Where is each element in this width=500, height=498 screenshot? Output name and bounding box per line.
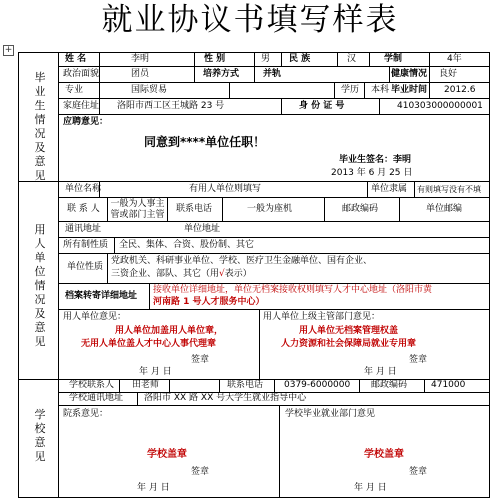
opinion-text[interactable]: 同意到****单位任职！	[144, 135, 266, 149]
label-char: 位	[34, 265, 46, 278]
phone-value[interactable]: 一般为座机	[247, 204, 293, 214]
col-line	[167, 197, 168, 221]
nature-line-1[interactable]: 党政机关、科研事业单位、学校、医疗卫生金融单位、国有企业、	[111, 256, 373, 266]
contact-value[interactable]: 一般为人事主管或部门主管	[110, 199, 165, 220]
college-date: 年 月 日	[137, 483, 170, 493]
page-title: 就业协议书填写样表	[101, 2, 399, 38]
graduate-section-label	[33, 71, 47, 183]
row-line	[58, 98, 489, 99]
office-date: 年 月 日	[354, 483, 387, 493]
unit-name-value[interactable]: 有用人单位则填写	[189, 184, 262, 194]
col-line	[219, 379, 220, 392]
mail-value[interactable]: 单位地址	[184, 224, 221, 234]
col-line	[274, 379, 275, 392]
label-char: 况	[34, 127, 46, 140]
col-line	[137, 392, 138, 405]
school-contact-label: 学校联系人	[69, 380, 115, 390]
affiliation-value[interactable]: 有则填写没有不填	[417, 185, 481, 194]
school-phone-label: 联系电话	[227, 380, 264, 390]
archive-line-1[interactable]: 接收单位详细地址，单位无档案接收权则填写人才中心地址（洛阳市黄	[153, 285, 433, 295]
training-value[interactable]: 并轨	[263, 69, 282, 79]
id-value[interactable]: 410303000000001	[397, 101, 483, 111]
label-char: 毕	[34, 71, 46, 84]
col-line	[429, 53, 430, 98]
label-char: 意	[34, 321, 46, 334]
ethnicity-value[interactable]: 汉	[347, 54, 357, 64]
label-char: 意	[34, 436, 46, 449]
col-line	[399, 197, 400, 221]
col-line	[379, 98, 380, 114]
col-line	[107, 253, 108, 283]
ownership-value[interactable]: 全民、集体、合资、股份制、其它	[119, 240, 255, 250]
graduate-date: 2013 年 6 月 25 日	[331, 168, 413, 178]
col-line	[107, 197, 108, 221]
postcode-label: 邮政编码	[342, 204, 379, 214]
training-label: 培养方式	[203, 69, 240, 79]
col-line	[334, 82, 335, 98]
col-line	[194, 53, 195, 82]
unit-seal-label: 签章	[191, 355, 210, 365]
label-char: 情	[34, 279, 46, 292]
label-char: 用	[34, 223, 46, 236]
col-line	[149, 283, 150, 309]
phone-label: 联系电话	[176, 204, 213, 214]
label-char: 生	[34, 99, 46, 112]
superior-seal-label: 签章	[409, 355, 428, 365]
label-char: 单	[34, 251, 46, 264]
gender-label: 性 别	[204, 54, 226, 64]
name-label: 姓 名	[65, 54, 87, 64]
system-value[interactable]: 4年	[447, 54, 462, 64]
row-line	[58, 237, 489, 238]
label-char: 意	[34, 155, 46, 168]
mail-label: 通讯地址	[65, 224, 102, 234]
row-line	[58, 309, 489, 310]
system-label: 学制	[384, 54, 403, 64]
section-divider	[58, 53, 59, 497]
row-line	[58, 405, 489, 406]
major-label: 专业	[65, 85, 84, 95]
label-char: 见	[34, 169, 46, 182]
col-line	[279, 405, 280, 497]
col-line	[222, 197, 223, 221]
school-postcode-label: 邮政编码	[371, 380, 408, 390]
label-char: 情	[34, 113, 46, 126]
row-line	[58, 197, 489, 198]
graduate-signature[interactable]: 毕业生签名：李明	[339, 155, 412, 165]
col-line	[259, 309, 260, 379]
col-line	[229, 82, 230, 98]
col-line	[169, 379, 170, 392]
col-line	[281, 98, 282, 114]
col-line	[414, 181, 415, 197]
unit-date: 年 月 日	[139, 367, 172, 377]
label-char: 况	[34, 293, 46, 306]
col-line	[359, 379, 360, 392]
ethnicity-label: 民 族	[289, 54, 311, 64]
label-char: 校	[34, 422, 46, 435]
check-mark-icon: √	[219, 269, 225, 279]
unit-name-label: 单位名称	[65, 184, 102, 194]
college-seal-label: 签章	[191, 467, 210, 477]
col-line	[99, 53, 100, 114]
degree-label: 学历	[341, 85, 360, 95]
id-label: 身 份 证 号	[299, 101, 345, 111]
politics-label: 政治面貌	[63, 69, 100, 79]
health-label: 健康情况	[391, 69, 428, 79]
col-line	[389, 66, 390, 82]
col-line	[369, 53, 370, 66]
col-line	[367, 181, 368, 197]
major-value[interactable]: 国际贸易	[131, 85, 168, 95]
health-value[interactable]: 良好	[439, 69, 458, 79]
row-line	[58, 253, 489, 254]
col-line	[424, 379, 425, 392]
nature-line-2-end: 表示）	[224, 269, 252, 279]
col-line	[119, 379, 120, 392]
nature-label: 单位性质	[67, 262, 104, 272]
name-value[interactable]: 李明	[131, 54, 150, 64]
label-char: 见	[34, 450, 46, 463]
school-contact-value[interactable]: 田老师	[132, 380, 160, 390]
school-mail-value[interactable]: 洛阳市 XX 路 XX 号大学生就业指导中心	[144, 393, 307, 403]
ownership-label: 所有制性质	[63, 240, 109, 250]
college-stamp[interactable]: 学校盖章	[147, 449, 187, 460]
address-label: 家庭住址	[63, 101, 100, 111]
unit-opinion-line-2[interactable]: 无用人单位盖人才中心人事代理章	[81, 339, 217, 349]
row-line	[58, 82, 489, 83]
row-line	[58, 66, 489, 67]
degree-value[interactable]: 本科	[371, 85, 390, 95]
office-opinion-label: 学校毕业就业部门意见	[285, 409, 376, 419]
label-char: 学	[34, 408, 46, 421]
col-line	[281, 53, 282, 66]
contact-label: 联 系 人	[67, 204, 100, 214]
agreement-form	[18, 52, 490, 498]
superior-line-1[interactable]: 用人单位无档案管理权盖	[299, 326, 399, 336]
superior-line-2[interactable]: 人力资源和社会保障局就业专用章	[281, 339, 417, 349]
nature-line-2[interactable]	[111, 269, 252, 280]
nature-line-2-text: 三资企业、部队、其它（用	[111, 269, 220, 279]
label-char: 业	[34, 85, 46, 98]
superior-label: 用人单位上级主管部门意见：	[263, 312, 381, 322]
politics-value[interactable]: 团员	[131, 69, 150, 79]
graduation-label: 毕业时间	[391, 85, 428, 95]
col-line	[337, 53, 338, 66]
college-opinion-label: 院系意见：	[63, 409, 109, 419]
superior-date: 年 月 日	[364, 367, 397, 377]
row-line	[58, 114, 489, 115]
opinion-label: 应聘意见：	[63, 117, 109, 127]
label-char: 及	[34, 307, 46, 320]
school-phone-value[interactable]: 0379-6000000	[284, 380, 351, 390]
unit-opinion-line-1[interactable]: 用人单位加盖用人单位章，	[115, 326, 224, 336]
office-seal-label: 签章	[409, 467, 428, 477]
col-line	[364, 82, 365, 98]
archive-line-2[interactable]: 河南路 1 号人才服务中心）	[153, 297, 265, 307]
postcode-value[interactable]: 单位邮编	[426, 204, 463, 214]
col-line	[254, 53, 255, 66]
row-line	[58, 283, 489, 284]
school-postcode-value[interactable]: 471000	[431, 380, 466, 390]
affiliation-label: 单位隶属	[371, 184, 408, 194]
employer-section-label	[33, 223, 47, 349]
graduation-value[interactable]: 2012.6	[444, 85, 476, 95]
col-line	[324, 197, 325, 221]
school-mail-label: 学校通讯地址	[69, 393, 124, 403]
table-anchor-icon[interactable]: +	[4, 45, 13, 55]
col-line	[114, 237, 115, 253]
address-value[interactable]: 洛阳市西工区王城路 23 号	[117, 101, 225, 111]
label-char: 及	[34, 141, 46, 154]
gender-value[interactable]: 男	[261, 54, 271, 64]
label-char: 人	[34, 237, 46, 250]
unit-opinion-label: 用人单位意见：	[63, 312, 127, 322]
label-char: 见	[34, 335, 46, 348]
office-stamp[interactable]: 学校盖章	[364, 449, 404, 460]
archive-label: 档案转寄详细地址	[65, 291, 138, 301]
school-section-label	[33, 408, 47, 464]
col-line	[254, 66, 255, 82]
row-line	[19, 181, 489, 182]
row-line	[58, 221, 489, 222]
